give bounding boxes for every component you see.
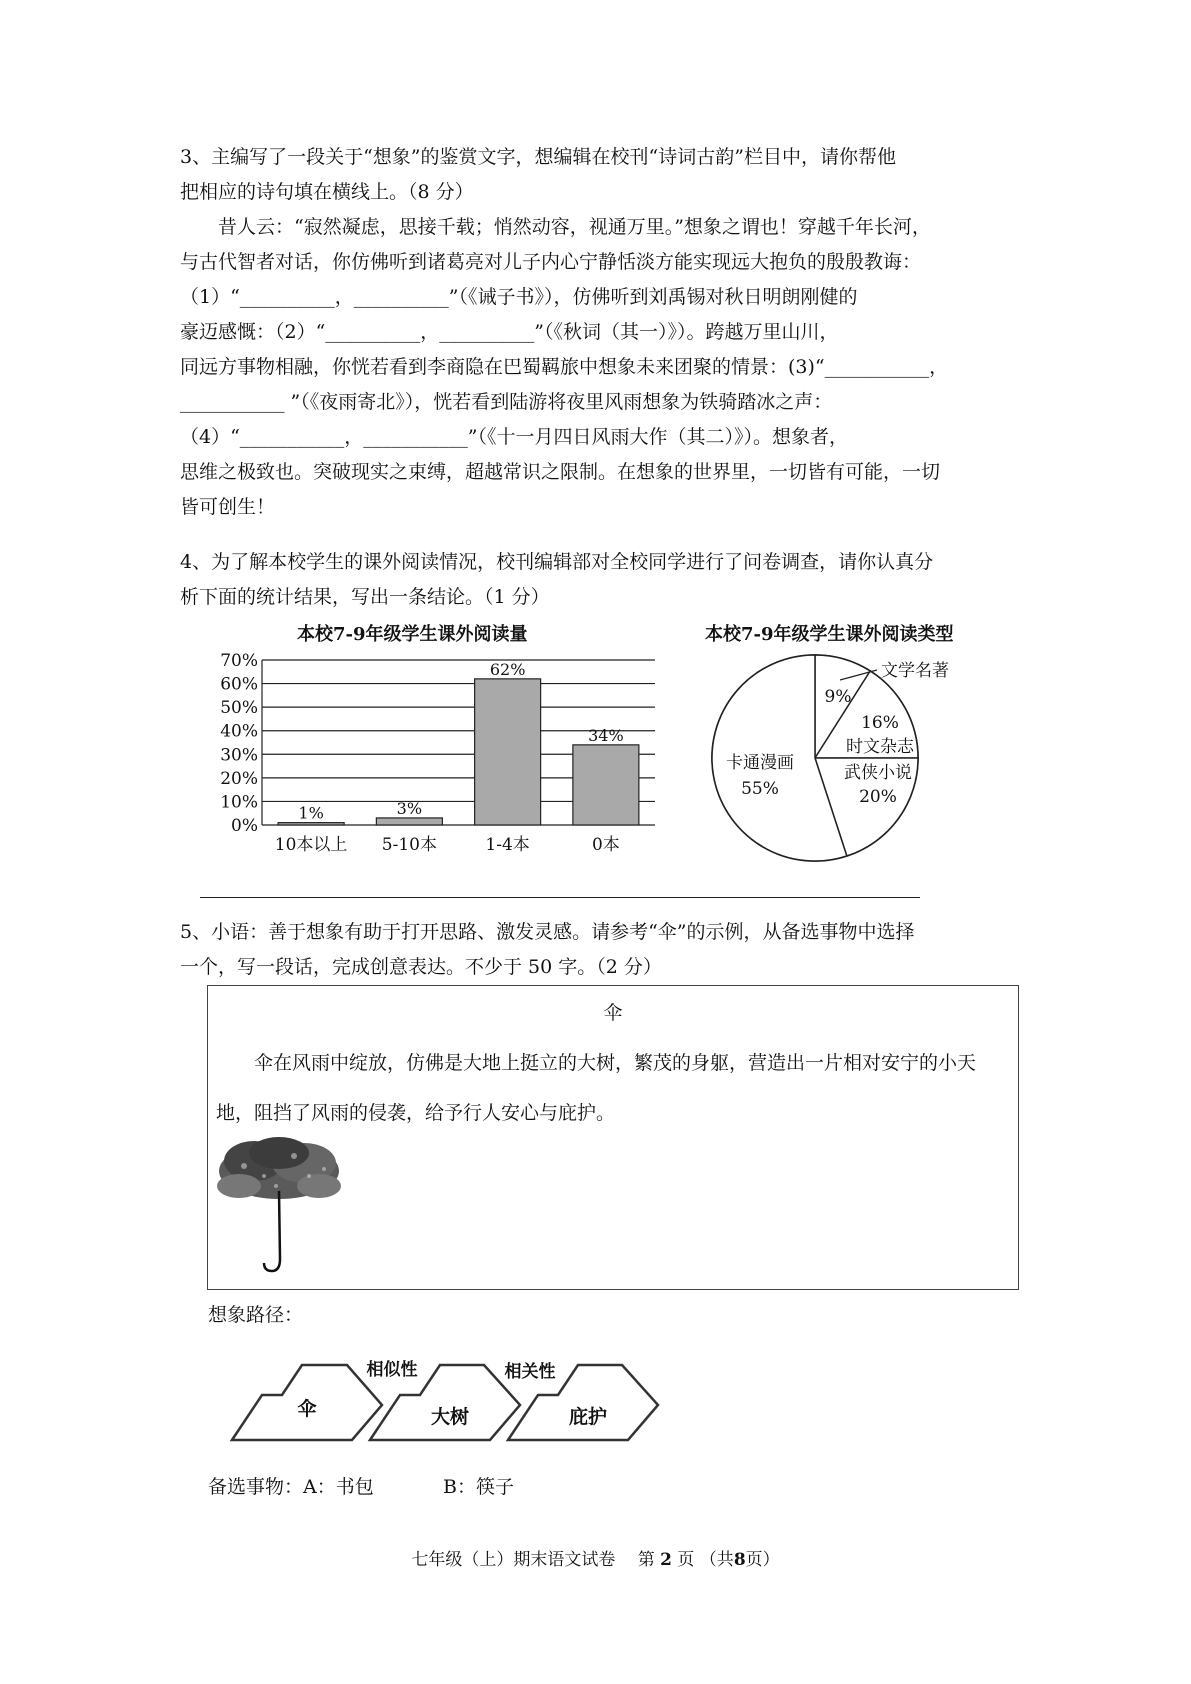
tree-umbrella-illustration xyxy=(214,1131,344,1281)
bar-chart-data-label: 62% xyxy=(489,659,526,679)
pie-chart-slice-label: 卡通漫画 xyxy=(726,753,794,773)
bar-chart-ytick-label: 10% xyxy=(220,792,258,813)
bar-chart-ytick-label: 30% xyxy=(220,745,258,766)
path-node-tree: 大树 xyxy=(430,1406,470,1428)
example-title: 伞 xyxy=(603,1002,623,1024)
footer-page-number: 2 xyxy=(660,1550,672,1570)
example-box xyxy=(207,985,1019,1290)
options-label: 备选事物： xyxy=(208,1476,304,1498)
bar-chart-title: 本校7-9年级学生课外阅读量 xyxy=(297,624,528,645)
pie-chart-value-label: 16% xyxy=(861,713,899,733)
path-node-umbrella: 伞 xyxy=(297,1398,317,1420)
path-link-similarity: 相似性 xyxy=(366,1360,418,1380)
bar-chart-category-label: 0本 xyxy=(591,835,620,855)
option-a: A：书包 xyxy=(303,1476,374,1498)
bar-chart-data-label: 3% xyxy=(396,798,423,818)
bar-chart-category-label: 10本以上 xyxy=(274,835,348,855)
q3-body-line: （1）“__________，__________”（《诫子书》），仿佛听到刘禹锡对秋日明朗刚健的 xyxy=(180,286,858,308)
bar-chart xyxy=(210,648,670,863)
pie-chart-slice-label: 武侠小说 xyxy=(844,763,912,783)
bar-chart-data-label: 34% xyxy=(588,725,624,745)
pie-chart-title: 本校7-9年级学生课外阅读类型 xyxy=(705,624,954,645)
bar-chart-bar xyxy=(573,745,639,825)
bar-chart-bar xyxy=(376,818,442,825)
footer-total-pages: 8 xyxy=(733,1550,746,1570)
pie-chart xyxy=(700,648,1030,878)
q4-title-line2: 析下面的统计结果，写出一条结论。（1 分） xyxy=(180,586,550,608)
bar-chart-bar xyxy=(475,679,541,825)
pie-chart-value-label: 20% xyxy=(859,787,897,807)
q3-body-line: 豪迈感慨：（2）“__________，__________”（《秋词（其一）》）。跨越万里山川， xyxy=(180,321,839,343)
pie-chart-value-label: 9% xyxy=(824,687,852,707)
q3-body-line: 皆可创生！ xyxy=(180,496,276,518)
option-b: B：筷子 xyxy=(443,1476,514,1498)
path-node-protection: 庇护 xyxy=(568,1406,608,1428)
pie-chart-slice-label: 时文杂志 xyxy=(846,737,914,757)
question-3 xyxy=(180,140,1020,525)
path-link-relevance: 相关性 xyxy=(504,1362,556,1382)
bar-chart-data-label: 1% xyxy=(298,803,324,823)
pie-chart-value-label: 55% xyxy=(741,779,779,799)
bar-chart-ytick-label: 60% xyxy=(220,674,258,695)
bar-chart-ytick-label: 20% xyxy=(220,768,258,789)
bar-chart-bar xyxy=(278,823,344,825)
question-4 xyxy=(180,545,1020,615)
q3-title-line2: 把相应的诗句填在横线上。（8 分） xyxy=(180,181,474,203)
footer-end: 页） xyxy=(745,1550,780,1570)
example-text: 伞在风雨中绽放，仿佛是大地上挺立的大树，繁茂的身躯，营造出一片相对安宁的小天地，阻挡了风雨的侵袭，给予行人安心与庇护。 xyxy=(216,1052,977,1124)
footer-text: 七年级（上）期末语文试卷 第 xyxy=(411,1550,655,1570)
bar-chart-category-label: 5-10本 xyxy=(381,835,437,855)
q3-body-line: （4）“___________，___________”（《十一月四日风雨大作（其二）》）。想象者， xyxy=(180,426,849,448)
bar-chart-ytick-label: 70% xyxy=(220,651,258,671)
footer-mid: 页 （共 xyxy=(677,1550,734,1570)
bar-chart-category-label: 1-4本 xyxy=(485,835,530,855)
imagination-path-diagram xyxy=(222,1345,692,1455)
bar-chart-ytick-label: 0% xyxy=(231,816,258,836)
q5-title-line1: 5、小语：善于想象有助于打开思路、激发灵感。请参考“伞”的示例，从备选事物中选择 xyxy=(180,921,915,943)
q3-body-line: 思维之极致也。突破现实之束缚，超越常识之限制。在想象的世界里，一切皆有可能，一切 xyxy=(180,461,941,483)
pie-chart-slice-label: 文学名著 xyxy=(881,661,949,681)
bar-chart-ytick-label: 40% xyxy=(220,721,258,742)
q5-title-line2: 一个，写一段话，完成创意表达。不少于 50 字。（2 分） xyxy=(180,956,662,978)
question-5 xyxy=(180,915,1020,985)
q3-title-line1: 3、主编写了一段关于“想象”的鉴赏文字，想编辑在校刊“诗词古韵”栏目中，请你帮他 xyxy=(180,146,896,168)
q3-body-line: 与古代智者对话，你仿佛听到诸葛亮对儿子内心宁静恬淡方能实现远大抱负的殷殷教诲： xyxy=(180,251,922,273)
imagination-path-label: 想象路径： xyxy=(208,1304,304,1326)
answer-line xyxy=(200,897,920,898)
page-footer xyxy=(0,1545,1191,1570)
candidate-options xyxy=(208,1472,514,1499)
bar-chart-ytick-label: 50% xyxy=(220,698,258,719)
q3-body-line: 同远方事物相融，你恍若看到李商隐在巴蜀羁旅中想象未来团聚的情景：(3)“___________， xyxy=(180,356,949,378)
q4-title-line1: 4、为了解本校学生的课外阅读情况，校刊编辑部对全校同学进行了问卷调查，请你认真分 xyxy=(180,551,934,573)
q3-body-line: 昔人云：“寂然凝虑，思接千载；悄然动容，视通万里。”想象之谓也！穿越千年长河， xyxy=(218,216,931,238)
q3-body-line: ___________ ”（《夜雨寄北》），恍若看到陆游将夜里风雨想象为铁骑踏冰之声： xyxy=(180,391,833,413)
